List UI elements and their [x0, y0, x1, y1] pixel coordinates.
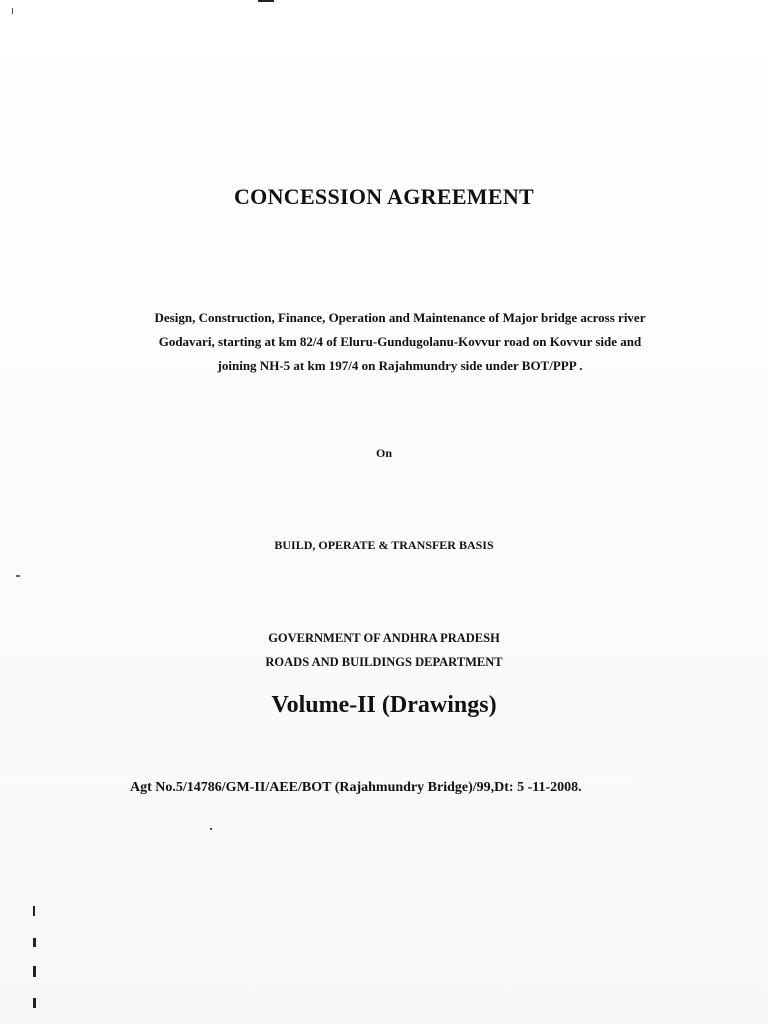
volume-heading: Volume-II (Drawings): [271, 692, 497, 718]
document-title: CONCESSION AGREEMENT: [233, 184, 534, 209]
agreement-number: Agt No.5/14786/GM-II/AEE/BOT (Rajahmundry Bridge)/99,Dt: 5 -11-2008.: [130, 780, 582, 795]
department-name: ROADS AND BUILDINGS DEPARTMENT: [265, 655, 503, 669]
description-line-1: Design, Construction, Finance, Operation and Maintenance of Major bridge across river: [154, 310, 646, 325]
binding-hole-4: [33, 998, 36, 1008]
on-label: On: [375, 446, 392, 460]
binding-hole-3: [33, 966, 36, 977]
scan-mark-left-1: [12, 8, 13, 14]
government-name: GOVERNMENT OF ANDHRA PRADESH: [268, 631, 500, 645]
binding-hole-1: [33, 906, 35, 916]
description-line-3: joining NH-5 at km 197/4 on Rajahmundry side under BOT/PPP .: [217, 358, 583, 373]
authority-block: [0, 626, 768, 674]
scan-mark-top: [258, 0, 274, 2]
binding-hole-2: [33, 938, 36, 947]
scan-mark-left-2: [16, 575, 20, 577]
basis-label: BUILD, OPERATE & TRANSFER BASIS: [274, 538, 494, 552]
project-description: [120, 306, 680, 378]
scan-mark-dot: [210, 828, 212, 830]
description-line-2: Godavari, starting at km 82/4 of Eluru-Gundugolanu-Kovvur road on Kovvur side and: [158, 334, 642, 349]
